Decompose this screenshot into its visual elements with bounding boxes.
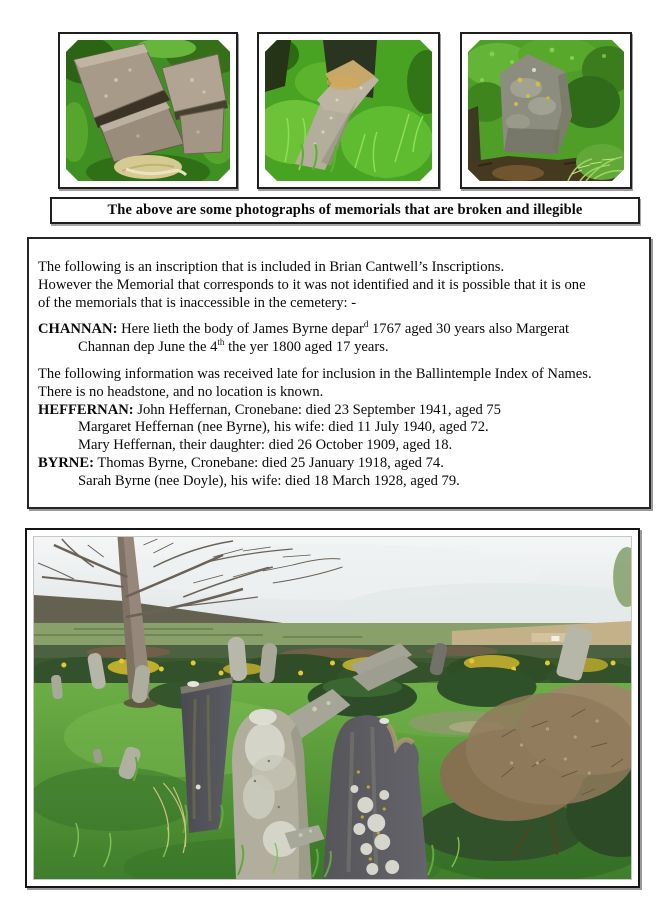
leaning-stone-image xyxy=(265,40,432,181)
tilted-stone-image xyxy=(468,40,624,181)
byrne-line-1: BYRNE: Thomas Byrne, Cronebane: died 25 January 1918, aged 74. xyxy=(38,454,444,471)
heffernan-line-1: HEFFERNAN: John Heffernan, Cronebane: died 23 September 1941, aged 75 xyxy=(38,401,501,418)
foreground-stone-speckled xyxy=(323,715,428,879)
photo-frame-leaning-stone xyxy=(257,32,440,189)
photo-frame-tilted-stone xyxy=(460,32,632,189)
intro-line-1: The following is an inscription that is included in Brian Cantwell’s Inscriptions. xyxy=(38,259,505,275)
heffernan-line-2: Margaret Heffernan (nee Byrne), his wife: died 11 July 1940, aged 72. xyxy=(78,419,489,436)
cemetery-view-image xyxy=(34,537,631,879)
photo-frame-cemetery-view xyxy=(25,528,640,888)
byrne-line-2: Sarah Byrne (nee Doyle), his wife: died 18 March 1928, aged 79. xyxy=(78,472,460,489)
photo-leaning-stone xyxy=(265,40,432,181)
photo-frame-broken-slabs xyxy=(58,32,238,189)
intro-line-2: However the Memorial that corresponds to it was not identified and it is possible that it is one xyxy=(38,276,586,293)
broken-slabs-image xyxy=(66,40,230,181)
channan-line-1: CHANNAN: Here lieth the body of James Byrne depar$^d$ 1767 aged 30 years also Margerat xyxy=(38,319,570,338)
caption-box xyxy=(50,197,640,224)
late-info-line-2: There is no headstone, and no location is known. xyxy=(38,383,324,400)
channan-line-2: Channan dep June the 4th the yer 1800 aged 17 years. xyxy=(78,337,389,356)
intro-line-3: of the memorials that is inaccessible in the cemetery: - xyxy=(38,294,357,311)
heffernan-line-3: Mary Heffernan, their daughter: died 26 October 1909, aged 18. xyxy=(78,437,453,454)
late-info-line-1: The following information was received late for inclusion in the Ballintemple Index of Names. xyxy=(38,365,592,382)
inscription-box xyxy=(27,237,651,509)
photo-broken-slabs xyxy=(66,40,230,181)
photo-tilted-stone xyxy=(468,40,624,181)
caption-text: The above are some photographs of memorials that are broken and illegible xyxy=(107,202,583,218)
